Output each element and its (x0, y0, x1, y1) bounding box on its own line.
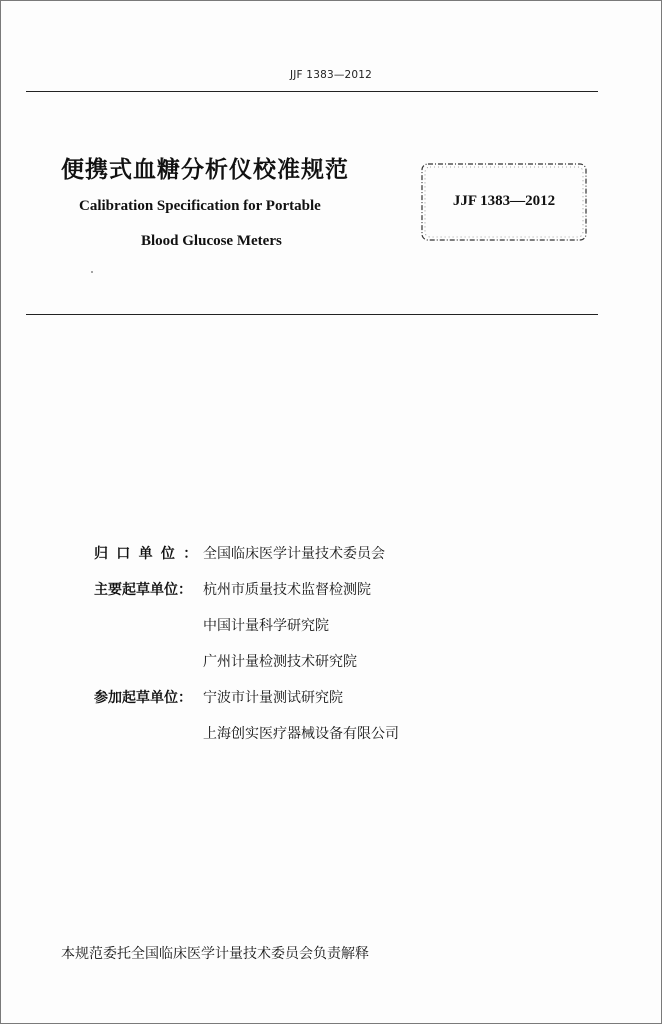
unit-row-main-drafting (94, 571, 574, 607)
scan-speck (91, 271, 93, 273)
unit-value: 中国计量科学研究院 (203, 618, 329, 634)
unit-row-main-drafting-cont (94, 607, 574, 643)
title-chinese: 便携式血糖分析仪校准规范 (61, 157, 349, 183)
title-english-line2: Blood Glucose Meters (141, 233, 282, 249)
unit-value: 全国临床医学计量技术委员会 (203, 546, 385, 562)
title-english-line1: Calibration Specification for Portable (79, 198, 321, 214)
unit-label: 归口单位： (94, 546, 198, 562)
standard-code-text: JJF 1383—2012 (452, 193, 556, 209)
unit-value: 杭州市质量技术监督检测院 (203, 582, 371, 598)
unit-value: 宁波市计量测试研究院 (203, 690, 343, 706)
unit-label: 参加起草单位： (94, 690, 192, 706)
interpretation-note: 本规范委托全国临床医学计量技术委员会负责解释 (61, 946, 369, 962)
drafting-units (94, 535, 574, 751)
unit-value: 上海创实医疗器械设备有限公司 (203, 726, 399, 742)
unit-row-main-drafting-cont (94, 643, 574, 679)
section-rule (26, 314, 598, 315)
header-standard-code: JJF 1383—2012 (289, 69, 373, 81)
header-rule (26, 91, 598, 92)
unit-value: 广州计量检测技术研究院 (203, 654, 357, 670)
unit-row-responsible (94, 535, 574, 571)
standard-code-box (419, 161, 589, 243)
unit-row-participating (94, 679, 574, 715)
unit-row-participating-cont (94, 715, 574, 751)
unit-label: 主要起草单位： (94, 582, 192, 598)
